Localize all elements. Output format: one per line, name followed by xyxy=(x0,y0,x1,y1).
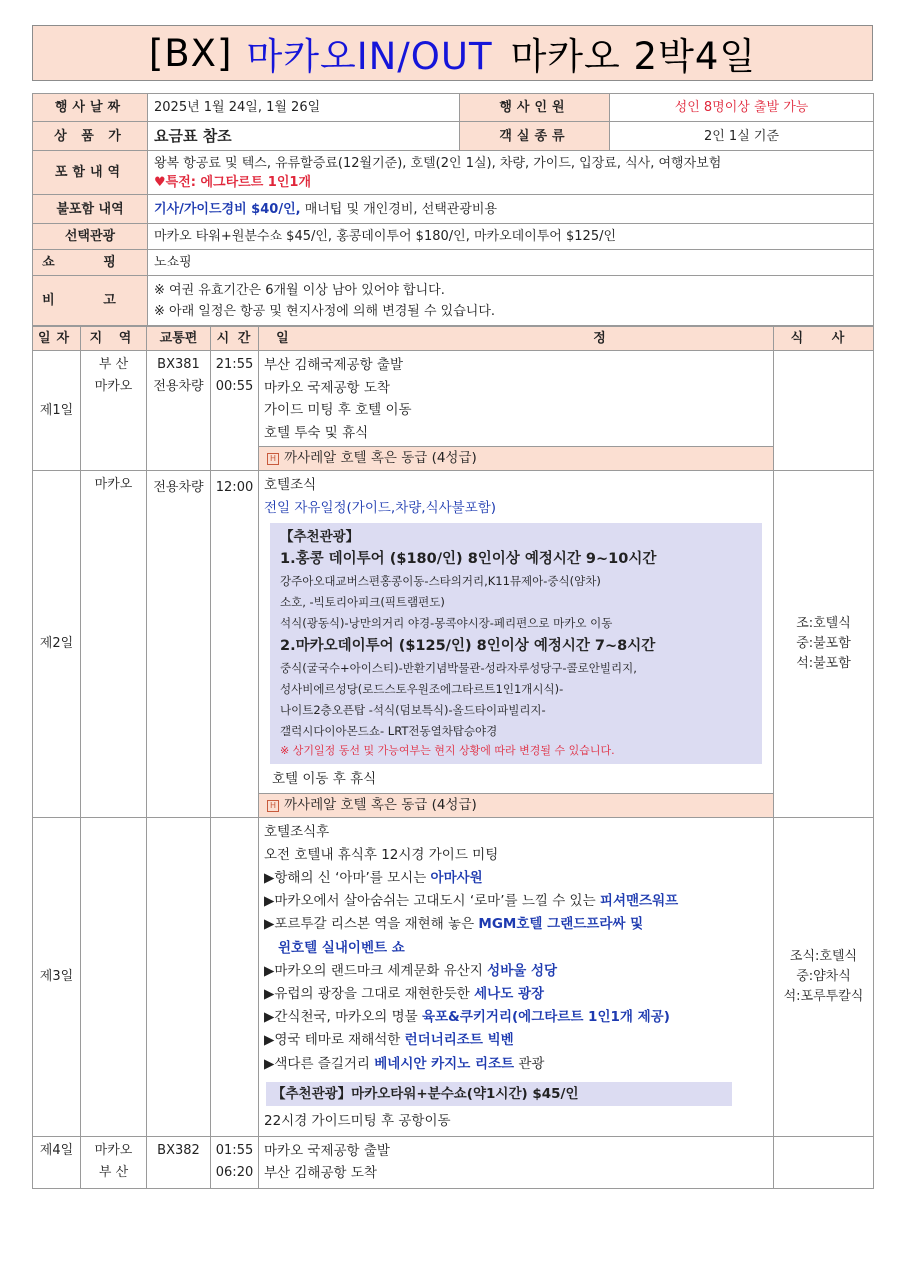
day2-hotel-text: 까사레알 호텔 혹은 동급 (4성급) xyxy=(284,796,477,813)
day1-transport xyxy=(147,351,211,471)
day1-region xyxy=(81,351,147,471)
shop-value: 노쇼핑 xyxy=(148,250,874,276)
title-highlight: 마카오IN/OUT xyxy=(246,35,493,78)
day1-time-1: 21:55 xyxy=(215,357,254,372)
day2-meal xyxy=(774,471,874,818)
day2-itinerary xyxy=(259,471,774,818)
include-value: 왕복 항공료 및 텍스, 유류할증료(12월기준), 호텔(2인 1실), 차량, 가이드, 입장료, 식사, 여행자보험 xyxy=(154,155,722,171)
day4-time-2: 06:20 xyxy=(215,1164,254,1180)
day1-row xyxy=(33,351,874,471)
day3-meal xyxy=(774,817,874,1136)
day3-line-2: 오전 호텔내 휴식후 12시경 가이드 미팅 xyxy=(264,846,499,863)
option-value: 마카오 타워+원분수쇼 $45/인, 홍콩데이투어 $180/인, 마카오데이투어 $125/인 xyxy=(148,224,874,250)
day3-row xyxy=(33,817,874,1136)
bullet-highlight: 육포&쿠키거리(에그타르트 1인1개 제공) xyxy=(421,1009,670,1026)
day2-label: 제2일 xyxy=(33,471,81,818)
bullet-text: ▶마카오에서 살아숨쉬는 고대도시 ‘로마’를 느낄 수 있는 xyxy=(264,893,600,910)
include-cell xyxy=(148,151,874,195)
note-1: ※ 여권 유효기간은 6개월 이상 남아 있어야 합니다. xyxy=(154,282,445,298)
bullet-highlight: MGM호텔 그랜드프라싸 및 xyxy=(478,916,644,933)
day4-transport: BX382 xyxy=(147,1136,211,1188)
date-value: 2025년 1월 24일, 1월 26일 xyxy=(148,94,460,122)
day4-row xyxy=(33,1136,874,1188)
tour1-title: 1.홍콩 데이투어 ($180/인) 8인이상 예정시간 9~10시간 xyxy=(280,551,657,567)
day1-itinerary xyxy=(259,351,774,471)
day3-bullet xyxy=(264,867,768,890)
bullet-highlight: 세나도 광장 xyxy=(474,985,545,1002)
exclude-cell xyxy=(148,195,874,224)
header-time: 시 간 xyxy=(211,327,259,351)
day4-time-1: 01:55 xyxy=(215,1142,254,1158)
day2-meal-1: 조:호텔식 xyxy=(796,615,851,631)
day4-itinerary xyxy=(259,1136,774,1188)
schedule-table xyxy=(32,326,874,1189)
bullet-text: ▶색다른 즐길거리 xyxy=(264,1055,375,1072)
bullet-highlight: 성바울 성당 xyxy=(487,962,558,979)
title-prefix: [BX] xyxy=(148,31,233,75)
note-2: ※ 아래 일정은 항공 및 현지사정에 의해 변경될 수 있습니다. xyxy=(154,303,496,319)
bullet-highlight: 베네시안 카지노 리조트 xyxy=(374,1055,515,1072)
bullet-text: ▶유럽의 광장을 그대로 재현한듯한 xyxy=(264,985,475,1002)
tour1-line: 강주아오대교버스편홍콩이동-스타의거리,K11뮤제아-중식(얌차) xyxy=(280,574,601,588)
shop-label: 쇼 핑 xyxy=(33,250,148,276)
hotel-icon: H xyxy=(267,800,279,812)
bullet-highlight-continued: 윈호텔 실내이벤트 쇼 xyxy=(278,939,405,956)
bullet-highlight: 아마사원 xyxy=(430,869,483,886)
day2-transport: 전용차량 xyxy=(147,471,211,818)
day3-itinerary xyxy=(259,817,774,1136)
exclude-rest: 매너팁 및 개인경비, 선택관광비용 xyxy=(300,201,498,217)
day1-line: 호텔 투숙 및 휴식 xyxy=(264,424,369,441)
day1-region-2: 마카오 xyxy=(94,379,133,394)
people-value: 성인 8명이상 출발 가능 xyxy=(610,94,874,122)
day2-time: 12:00 xyxy=(211,471,259,818)
header-day: 일자 xyxy=(33,327,81,351)
day4-label: 제4일 xyxy=(33,1136,81,1188)
bullet-text: ▶항해의 신 ‘아마’를 모시는 xyxy=(264,869,431,886)
header-meal: 식 사 xyxy=(774,327,874,351)
room-value: 2인 1실 기준 xyxy=(610,122,874,151)
day4-line: 부산 김해공항 도착 xyxy=(264,1165,377,1182)
note-cell xyxy=(148,276,874,326)
note-label: 비 고 xyxy=(33,276,148,326)
exclude-label: 불포함 내역 xyxy=(33,195,148,224)
day2-hotel xyxy=(259,793,773,817)
day2-row xyxy=(33,471,874,818)
day1-hotel xyxy=(259,446,773,470)
day3-time xyxy=(211,817,259,1136)
tour1-line: 소호, -빅토리아피크(픽트램편도) xyxy=(280,595,445,609)
day4-region-1: 마카오 xyxy=(94,1142,133,1158)
tour2-line: 중식(굴국수+아이스티)-반환기념박물관-성라자루성당구-콜로안빌리지, xyxy=(280,661,637,675)
bullet-text: ▶마카오의 랜드마크 세계문화 유산지 xyxy=(264,962,488,979)
day3-bullet xyxy=(264,960,768,983)
day1-line: 마카오 국제공항 도착 xyxy=(264,379,390,396)
day2-recommend-box xyxy=(270,523,762,764)
title-suffix: 마카오 2박4일 xyxy=(510,35,757,78)
day3-label: 제3일 xyxy=(33,817,81,1136)
header-itinerary: 일 정 xyxy=(259,327,774,351)
day2-recommend-title: 【추천관광】 xyxy=(280,529,360,545)
day1-time xyxy=(211,351,259,471)
day3-bullet xyxy=(264,1006,768,1029)
day3-transport xyxy=(147,817,211,1136)
bullet-highlight: 런더너리조트 빅벤 xyxy=(404,1032,514,1049)
bullet-text: ▶간식천국, 마카오의 명물 xyxy=(264,1009,422,1026)
room-label: 객실종류 xyxy=(460,122,610,151)
include-label: 포함내역 xyxy=(33,151,148,195)
price-value: 요금표 참조 xyxy=(148,122,460,151)
day4-time xyxy=(211,1136,259,1188)
day3-bullet xyxy=(264,983,768,1006)
bullet-text: 관광 xyxy=(514,1055,545,1072)
tour2-line: 성사비에르성당(로드스토우원조에그타르트1인1개시식)- xyxy=(280,682,564,696)
day4-meal xyxy=(774,1136,874,1188)
day3-bullet xyxy=(264,1029,768,1052)
day2-line-end: 호텔 이동 후 휴식 xyxy=(272,771,377,787)
day1-line: 부산 김해국제공항 출발 xyxy=(264,357,403,373)
day1-transport-1: BX381 xyxy=(157,357,200,372)
info-table xyxy=(32,93,874,326)
page-title xyxy=(32,25,873,81)
day3-bullet xyxy=(264,913,768,936)
day1-hotel-text: 까사레알 호텔 혹은 동급 (4성급) xyxy=(284,450,477,466)
recommend-note: ※ 상기일정 동선 및 가능여부는 현지 상황에 따라 변경될 수 있습니다. xyxy=(280,744,615,757)
include-special: ♥특전: 에그타르트 1인1개 xyxy=(154,174,312,190)
day2-line-2: 전일 자유일정(가이드,차량,식사불포함) xyxy=(264,499,497,516)
day2-meal-3: 석:불포함 xyxy=(796,655,851,671)
day2-region: 마카오 xyxy=(81,471,147,818)
hotel-icon: H xyxy=(267,453,279,465)
day3-region xyxy=(81,817,147,1136)
day3-bullet xyxy=(264,1053,768,1076)
day2-line-1: 호텔조식 xyxy=(264,477,317,493)
day3-meal-2: 중:얌차식 xyxy=(796,968,851,984)
day3-recommend-box: 【추천관광】마카오타워+분수쇼(약1시간) $45/인 xyxy=(266,1082,732,1106)
itinerary-sheet xyxy=(32,25,873,1189)
header-transport: 교통편 xyxy=(147,327,211,351)
day1-meal xyxy=(774,351,874,471)
price-label: 상 품 가 xyxy=(33,122,148,151)
day3-line-1: 호텔조식후 xyxy=(264,823,330,840)
day4-region xyxy=(81,1136,147,1188)
day1-line: 가이드 미팅 후 호텔 이동 xyxy=(264,402,412,418)
date-label: 행사날짜 xyxy=(33,94,148,122)
tour1-line: 석식(광동식)-낭만의거리 야경-몽콕야시장-페리편으로 마카오 이동 xyxy=(280,616,613,630)
day4-region-2: 부 산 xyxy=(98,1164,129,1180)
people-label: 행사인원 xyxy=(460,94,610,122)
day1-time-2: 00:55 xyxy=(215,379,254,394)
day2-meal-2: 중:불포함 xyxy=(796,635,851,651)
day4-line: 마카오 국제공항 출발 xyxy=(264,1142,390,1159)
day1-label: 제1일 xyxy=(33,351,81,471)
bullet-text: ▶포르투갈 리스본 역을 재현해 놓은 xyxy=(264,916,479,933)
option-label: 선택관광 xyxy=(33,224,148,250)
exclude-guide-fee: 기사/가이드경비 $40/인, xyxy=(154,201,301,217)
day3-meal-1: 조식:호텔식 xyxy=(789,948,858,964)
tour2-line: 갤럭시다이아몬드쇼- LRT전동열차탑승야경 xyxy=(280,724,498,738)
day1-transport-2: 전용차량 xyxy=(153,379,204,394)
bullet-text: ▶영국 테마로 재해석한 xyxy=(264,1032,405,1049)
tour2-line: 나이트2층오픈탑 -석식(덤보특식)-올드타이파빌리지- xyxy=(280,703,546,717)
day1-region-1: 부 산 xyxy=(98,357,129,372)
header-region: 지 역 xyxy=(81,327,147,351)
day3-bullet xyxy=(264,890,768,913)
tour2-title: 2.마카오데이투어 ($125/인) 8인이상 예정시간 7~8시간 xyxy=(280,638,656,654)
day3-line-end: 22시경 가이드미팅 후 공항이동 xyxy=(264,1112,451,1129)
schedule-header-row xyxy=(33,327,874,351)
bullet-highlight: 피셔맨즈워프 xyxy=(599,893,679,910)
day3-meal-3: 석:포루투칼식 xyxy=(783,988,864,1004)
